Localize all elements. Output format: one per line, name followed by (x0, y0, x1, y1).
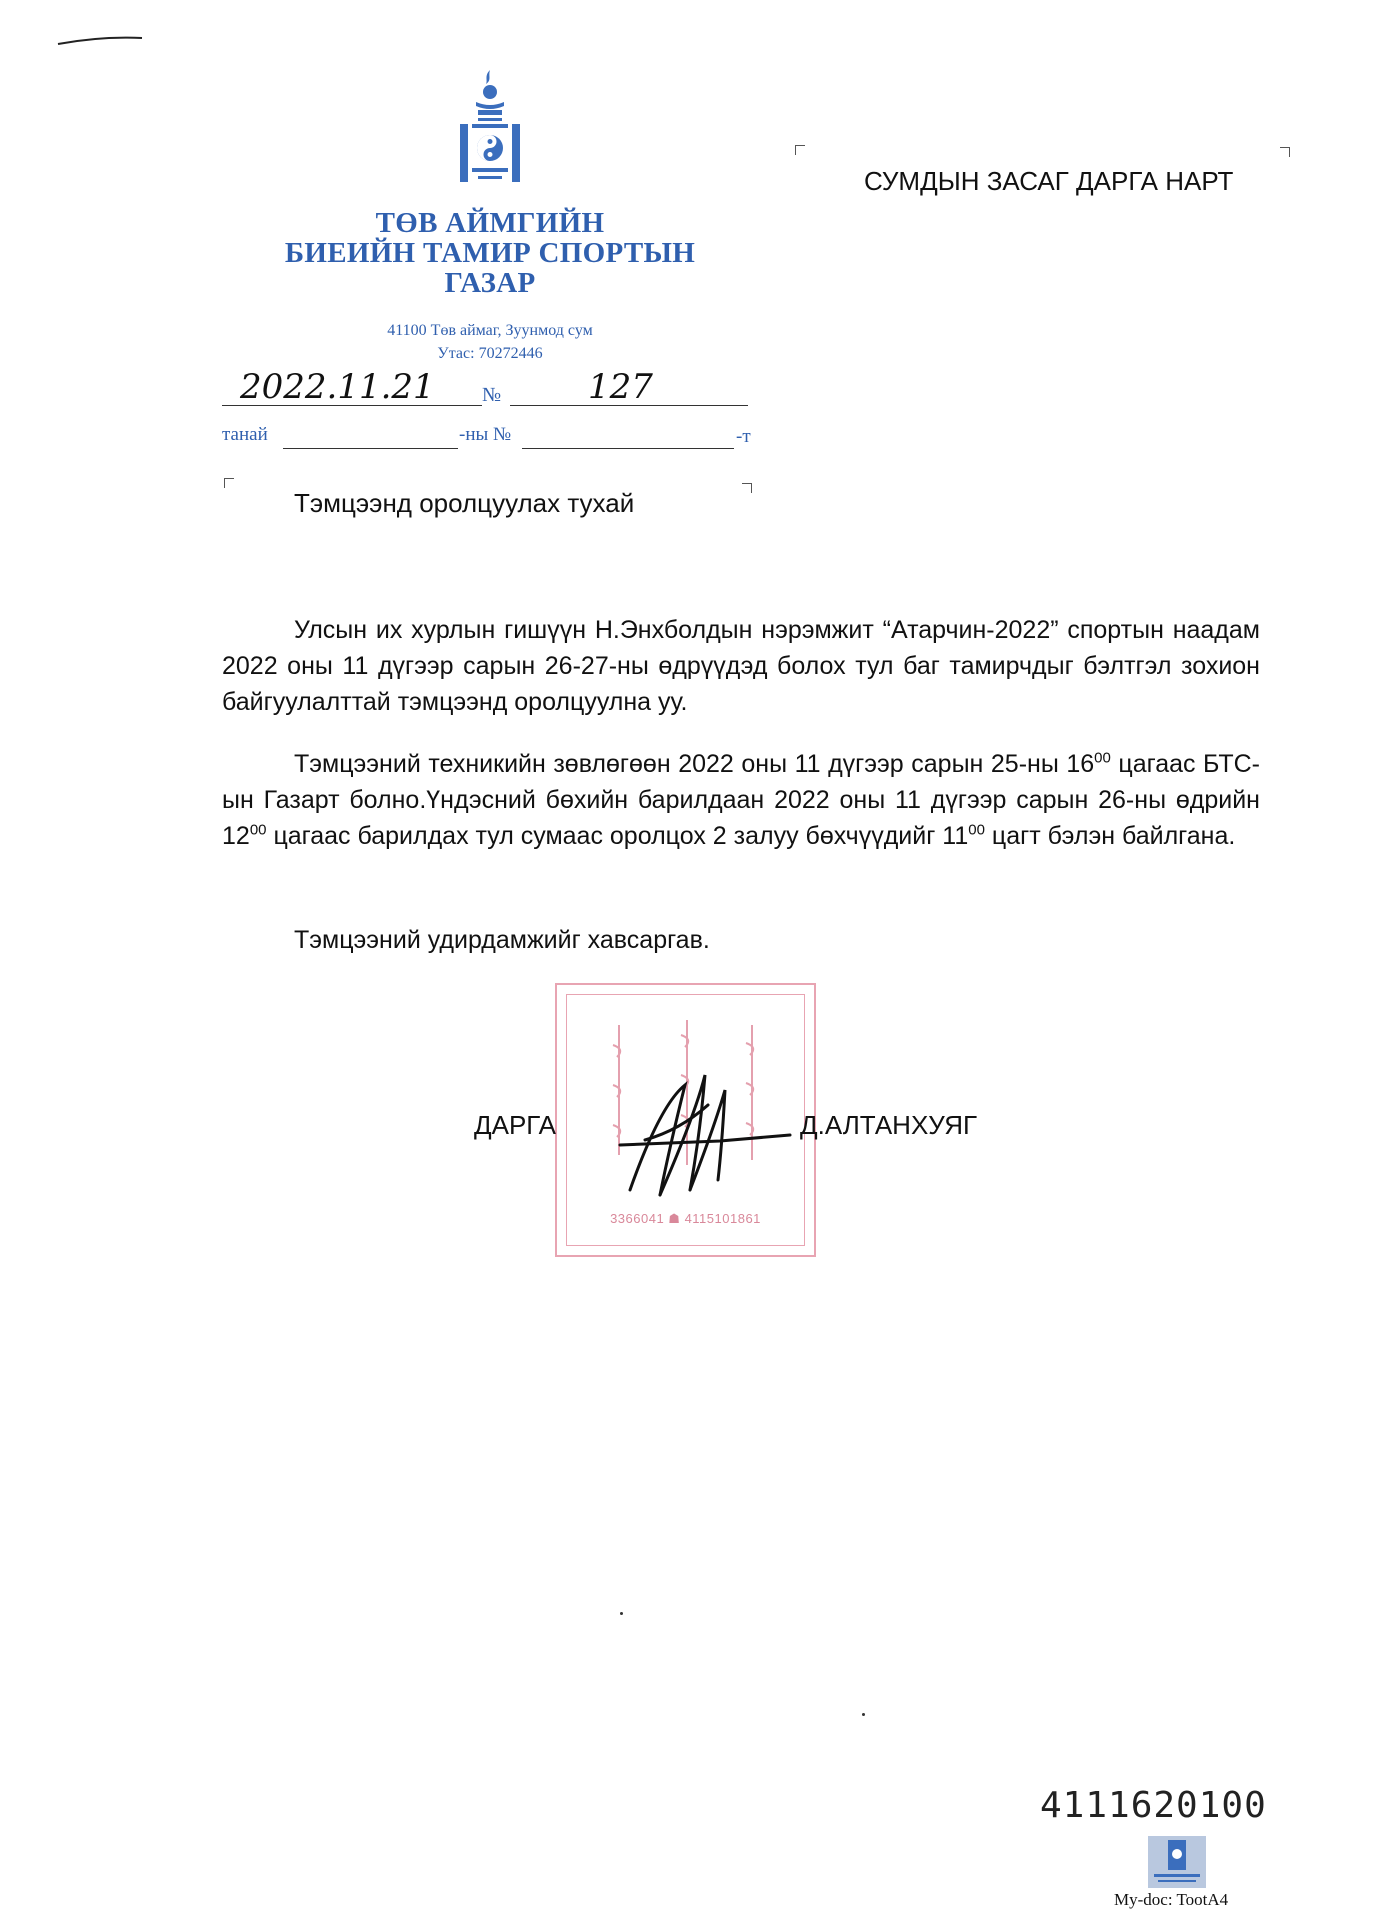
stamp-numbers: 3366041 ☗ 4115101861 (610, 1211, 761, 1226)
recipient: СУМДЫН ЗАСАГ ДАРГА НАРТ (864, 166, 1234, 196)
scan-dot (862, 1713, 865, 1716)
signatory-title: ДАРГА (474, 1110, 556, 1140)
subject-corner-right (742, 483, 752, 493)
body-paragraph-1: Улсын их хурлын гишүүн Н.Энхболдын нэрэмжит “Атарчин-2022” спортын наадам 2022 оны 11 дүгээр сарын 26-27-ны өдрүүдэд болох тул баг тамирчдыг бэлтгэл зохион байгуулалттай тэмцээнд оролцуулна уу. (222, 616, 1260, 716)
org-name-line3: ГАЗАР (444, 267, 536, 299)
your-ref-underline (283, 448, 458, 449)
soyombo-emblem-icon (458, 68, 522, 188)
org-name-line1: ТӨВ АЙМГИЙН (375, 207, 605, 239)
recipient-corner-right (1280, 147, 1290, 157)
barcode-number: 4111620100 (1040, 1785, 1267, 1826)
number-label: № (482, 384, 502, 406)
body-paragraph-3: Тэмцээний удирдамжийг хавсаргав. (294, 926, 710, 954)
your-ref-label: танай (222, 424, 268, 445)
your-ref-suffix: -ны № (459, 424, 512, 445)
subject-corner-left (224, 478, 234, 488)
letter-number: 127 (588, 367, 653, 407)
signatory-name: Д.АЛТАНХУЯГ (800, 1110, 978, 1140)
doc-label: My-doc: TootA4 (1114, 1890, 1229, 1909)
org-address: 41100 Төв аймаг, Зуунмод сум (387, 322, 593, 339)
handwritten-signature (600, 1045, 800, 1205)
recipient-corner-left (795, 145, 805, 155)
org-phone: Утас: 70272446 (437, 345, 543, 362)
date-underline (222, 405, 482, 406)
letter-date: 2022.11.21 (240, 367, 435, 407)
org-name-line2: БИЕИЙН ТАМИР СПОРТЫН (284, 237, 696, 269)
pen-mark (56, 30, 146, 50)
your-ref-end: -т (736, 426, 751, 447)
body-paragraph-2: Тэмцээний техникийн зөвлөгөөн 2022 оны 11 дүгээр сарын 25-ны $16^{00}$ цагаас БТС-ын Газарт болно.Үндэсний бөхийн барилдаан 2022 оны 11 дүгээр сарын 26-ны өдрийн $12^{00}$ цагаас барилдах тул сумаас оролцох 2 залуу бөхчүүдийг $11^{00}$ цагт бэлэн байлгана. (222, 749, 1260, 850)
mongolia-government-logo-icon (1148, 1836, 1206, 1888)
your-no-underline (522, 448, 734, 449)
scan-dot (620, 1612, 623, 1615)
subject: Тэмцээнд оролцуулах тухай (294, 488, 635, 518)
